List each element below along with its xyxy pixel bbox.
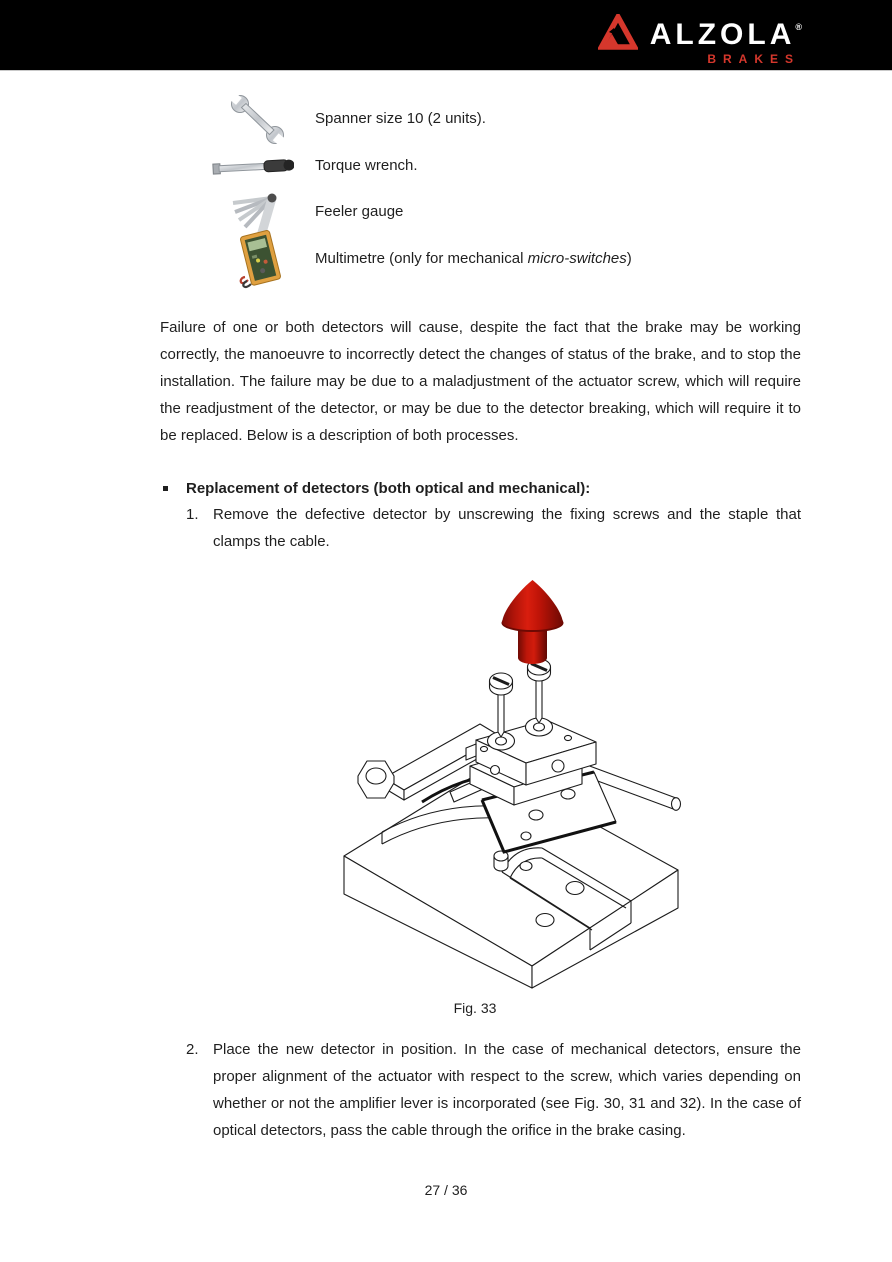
registered-mark: ® <box>795 22 802 32</box>
alzola-triangle-icon <box>598 14 638 52</box>
header-bar <box>0 0 892 71</box>
page-number: 27 / 36 <box>424 1182 468 1198</box>
red-arrow-pointer <box>502 580 564 664</box>
step-number: 2. <box>186 1041 199 1058</box>
alzola-logo <box>598 12 802 66</box>
brand-name: ALZOLA® <box>649 18 802 51</box>
step-item-1 <box>186 501 801 555</box>
square-bullet-icon <box>163 486 168 491</box>
tool-label-torque-wrench: Torque wrench. <box>315 157 418 174</box>
multimeter-icon <box>236 230 284 292</box>
tool-label-spanner: Spanner size 10 (2 units). <box>315 110 486 127</box>
tool-label-multimeter: Multimetre (only for mechanical micro-switches) <box>315 250 632 267</box>
step-number: 1. <box>186 506 199 523</box>
tool-label-feeler-gauge: Feeler gauge <box>315 203 404 220</box>
step-item-2 <box>186 1036 801 1144</box>
brand-subtitle: BRAKES <box>707 52 800 66</box>
figure-caption: Fig. 33 <box>453 1000 497 1016</box>
spanner-icon <box>228 94 286 144</box>
step-text: Remove the defective detector by unscrewing the fixing screws and the staple that clamps the cable. <box>213 506 801 550</box>
torque-wrench-icon <box>212 154 294 178</box>
figure-33-drawing <box>330 570 690 992</box>
step-text: Place the new detector in position. In the case of mechanical detectors, ensure the proper alignment of the actuator with respect to the screw, which varies depending on whether or not the amplifier lever is incorporated (see Fig. 30, 31 and 32). In the case of optical detectors, pass the cable through the orifice in the brake casing. <box>213 1041 801 1139</box>
section-heading: Replacement of detectors (both optical and mechanical): <box>163 478 803 499</box>
intro-paragraph: Failure of one or both detectors will cause, despite the fact that the brake may be working correctly, the manoeuvre to incorrectly detect the changes of status of the brake, and to stop the installation. The failure may be due to a maladjustment of the actuator screw, which will require the readjustment of the detector, or may be due to the detector breaking, which will require it to be replaced. Below is a description of both processes. <box>160 319 801 444</box>
